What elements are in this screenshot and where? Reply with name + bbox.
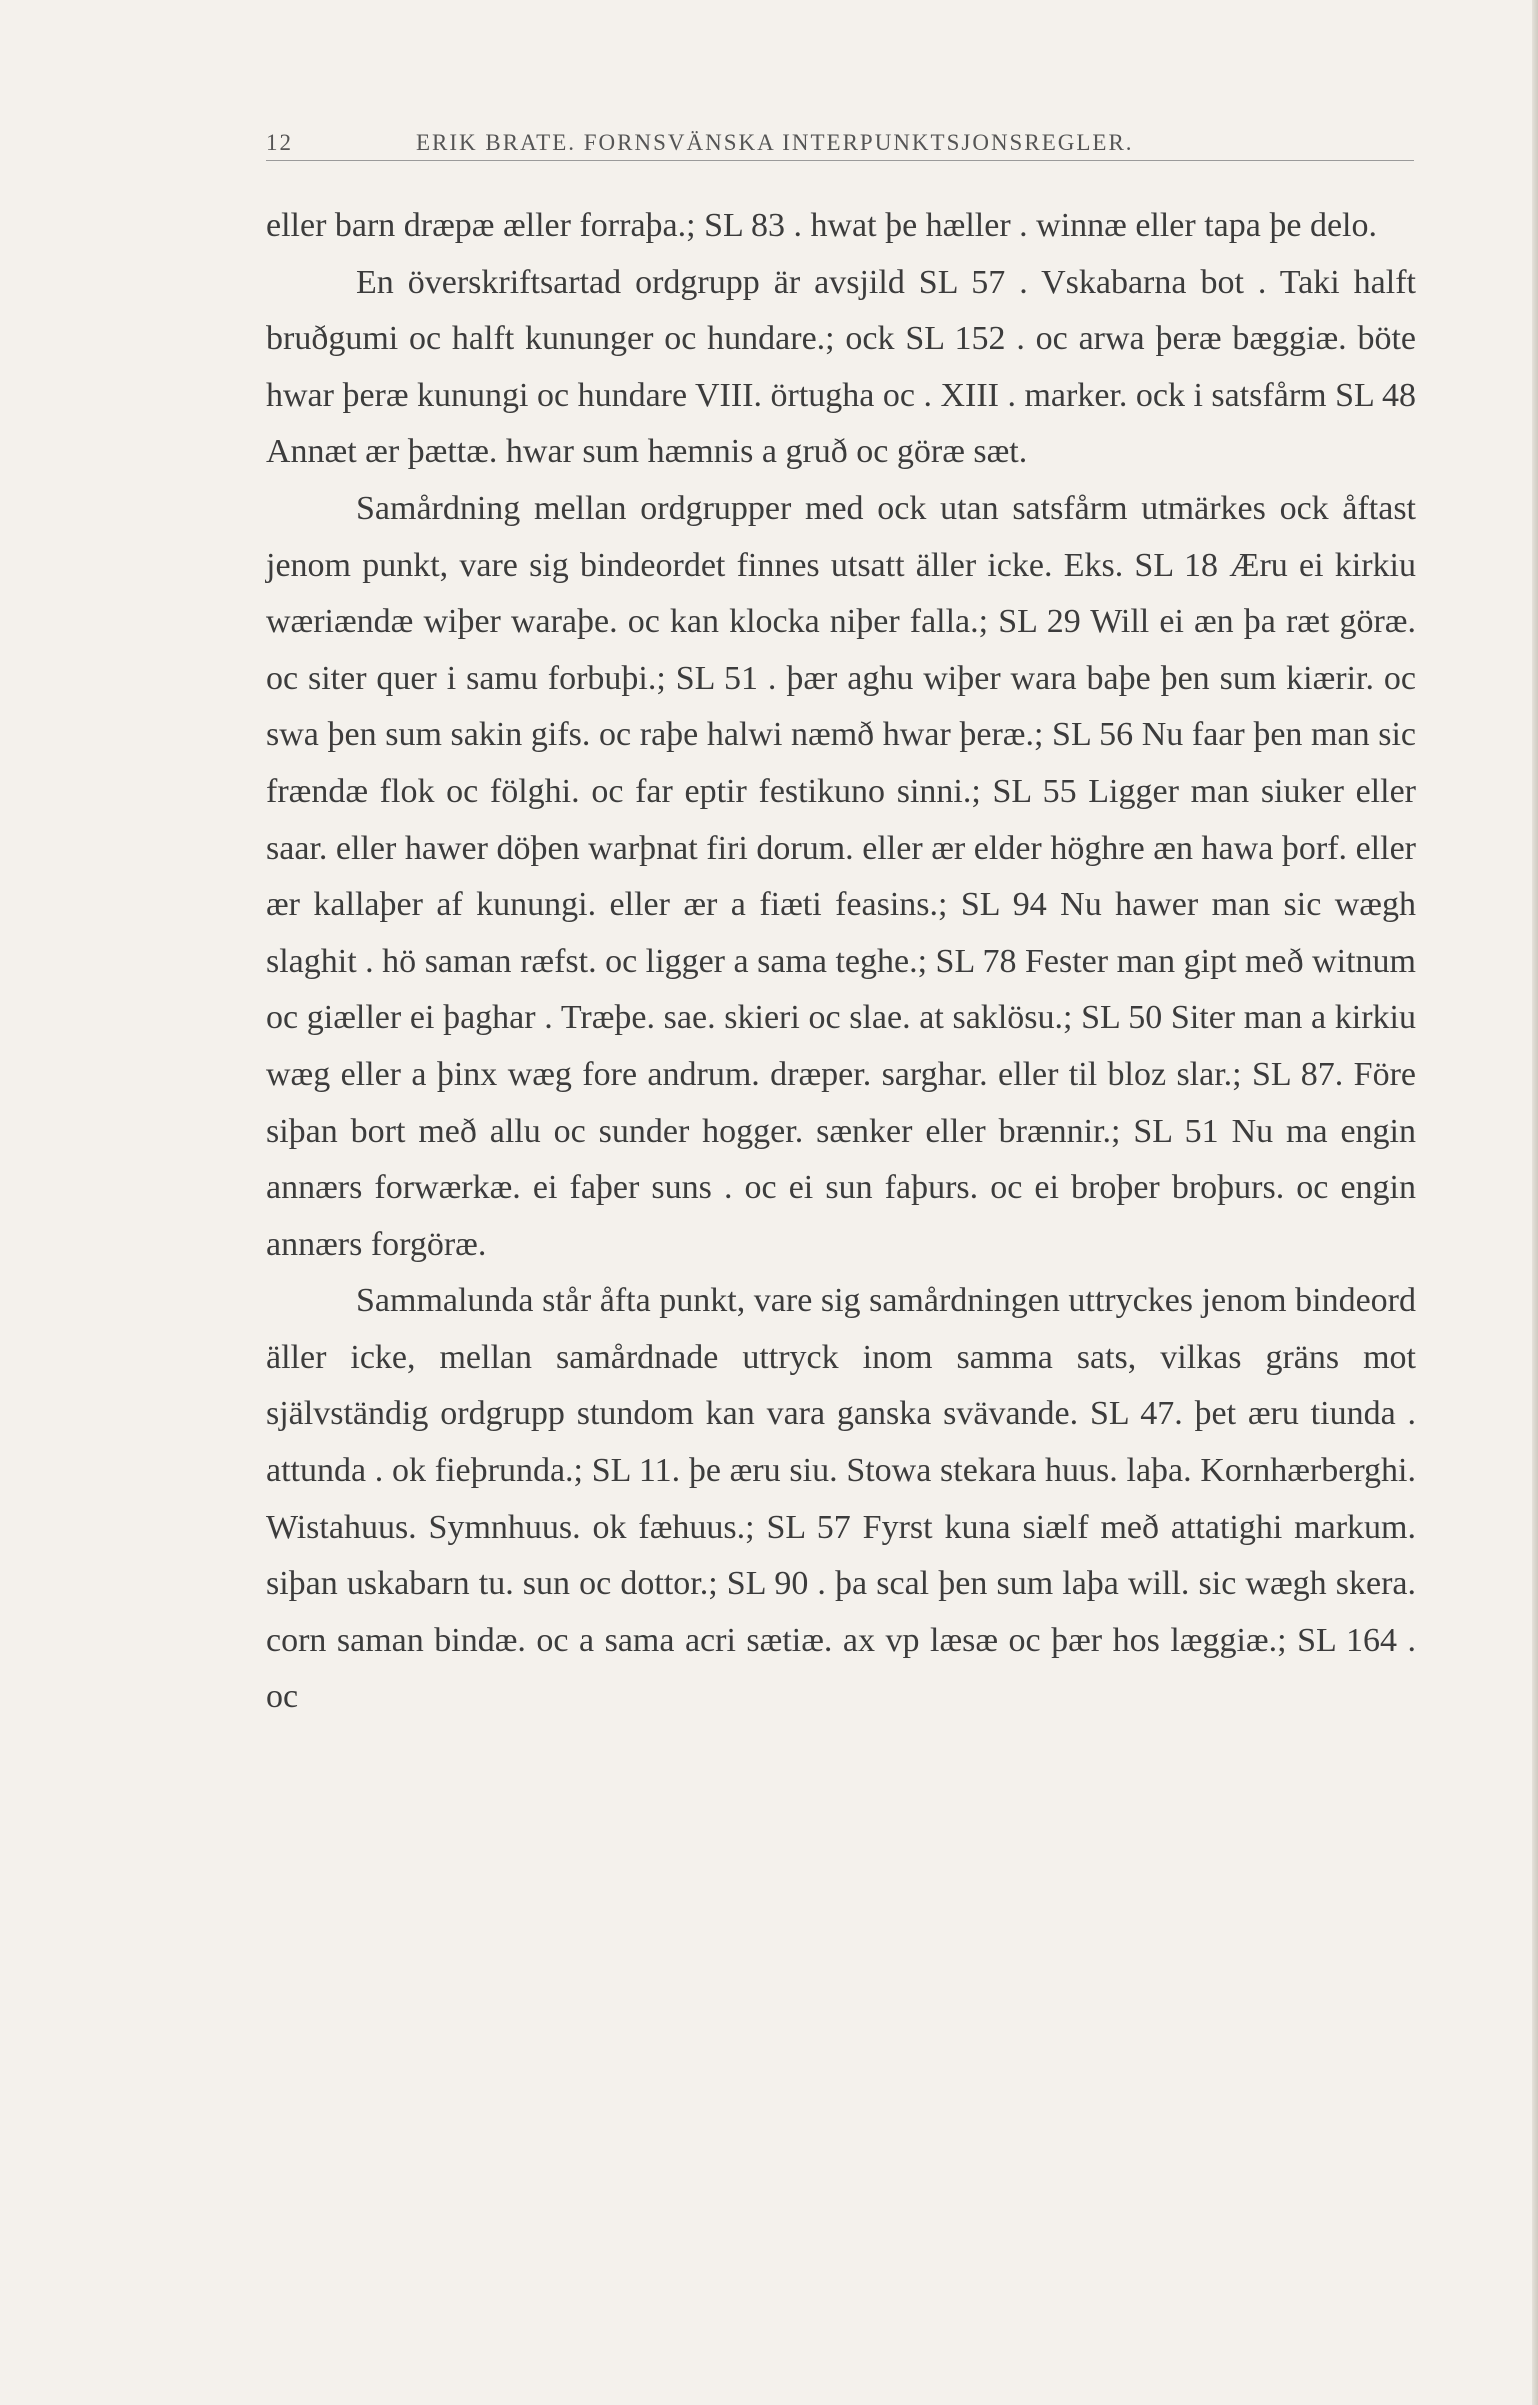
page-number: 12 [266, 130, 293, 155]
body-text [266, 198, 1416, 1726]
paragraph: Sammalunda står åfta punkt, vare sig samårdningen uttryckes jenom bindeord äller icke, mellan samårdnade uttryck inom samma sats, vilkas gräns mot självständig ordgrupp stundom kan vara ganska svävande. SL 47. þet æru tiunda . attunda . ok fieþrunda.; SL 11. þe æru siu. Stowa stekara huus. laþa. Kornhærberghi. Wistahuus. Symnhuus. ok fæhuus.; SL 57 Fyrst kuna siælf með attatighi markum. siþan uskabarn tu. sun oc dottor.; SL 90 . þa scal þen sum laþa will. sic wægh skera. corn saman bindæ. oc a sama acri sætiæ. ax vp læsæ oc þær hos læggiæ.; SL 164 . oc [266, 1282, 1416, 1716]
page-header [266, 122, 1414, 162]
paragraph-continuation: eller barn dræpæ æller forraþa.; SL 83 . hwat þe hæller . winnæ eller tapa þe delo. [266, 207, 1377, 244]
running-title: ERIK BRATE. FORNSVÄNSKA INTERPUNKTSJONSREGLER. [416, 130, 1134, 155]
paragraph: Samårdning mellan ordgrupper med ock utan satsfårm utmärkes ock åftast jenom punkt, vare sig bindeordet finnes utsatt äller icke. Eks. SL 18 Æru ei kirkiu wæriændæ wiþer waraþe. oc kan klocka niþer falla.; SL 29 Will ei æn þa ræt göræ. oc siter quer i samu forbuþi.; SL 51 . þær aghu wiþer wara baþe þen sum kiærir. oc swa þen sum sakin gifs. oc raþe halwi næmð hwar þeræ.; SL 56 Nu faar þen man sic frændæ flok oc fölghi. oc far eptir festikuno sinni.; SL 55 Ligger man siuker eller saar. eller hawer döþen warþnat firi dorum. eller ær elder höghre æn hawa þorf. eller ær kallaþer af kunungi. eller ær a fiæti feasins.; SL 94 Nu hawer man sic wægh slaghit . hö saman ræfst. oc ligger a sama teghe.; SL 78 Fester man gipt með witnum oc giæller ei þaghar . Træþe. sae. skieri oc slae. at saklösu.; SL 50 Siter man a kirkiu wæg eller a þinx wæg fore andrum. dræper. sarghar. eller til bloz slar.; SL 87. Före siþan bort með allu oc sunder hogger. sænker eller brænnir.; SL 51 Nu ma engin annærs forwærkæ. ei faþer suns . oc ei sun faþurs. oc ei broþer broþurs. oc engin annærs forgöræ. [266, 489, 1416, 1263]
header-rule [266, 160, 1414, 161]
page-edge [1532, 0, 1538, 2405]
paragraph: En överskriftsartad ordgrupp är avsjild SL 57 . Vskabarna bot . Taki halft bruðgumi oc halft kununger oc hundare.; ock SL 152 . oc arwa þeræ bæggiæ. böte hwar þeræ kunungi oc hundare VIII. örtugha oc . XIII . marker. ock i satsfårm SL 48 Annæt ær þættæ. hwar sum hæmnis a gruð oc göræ sæt. [266, 263, 1417, 471]
